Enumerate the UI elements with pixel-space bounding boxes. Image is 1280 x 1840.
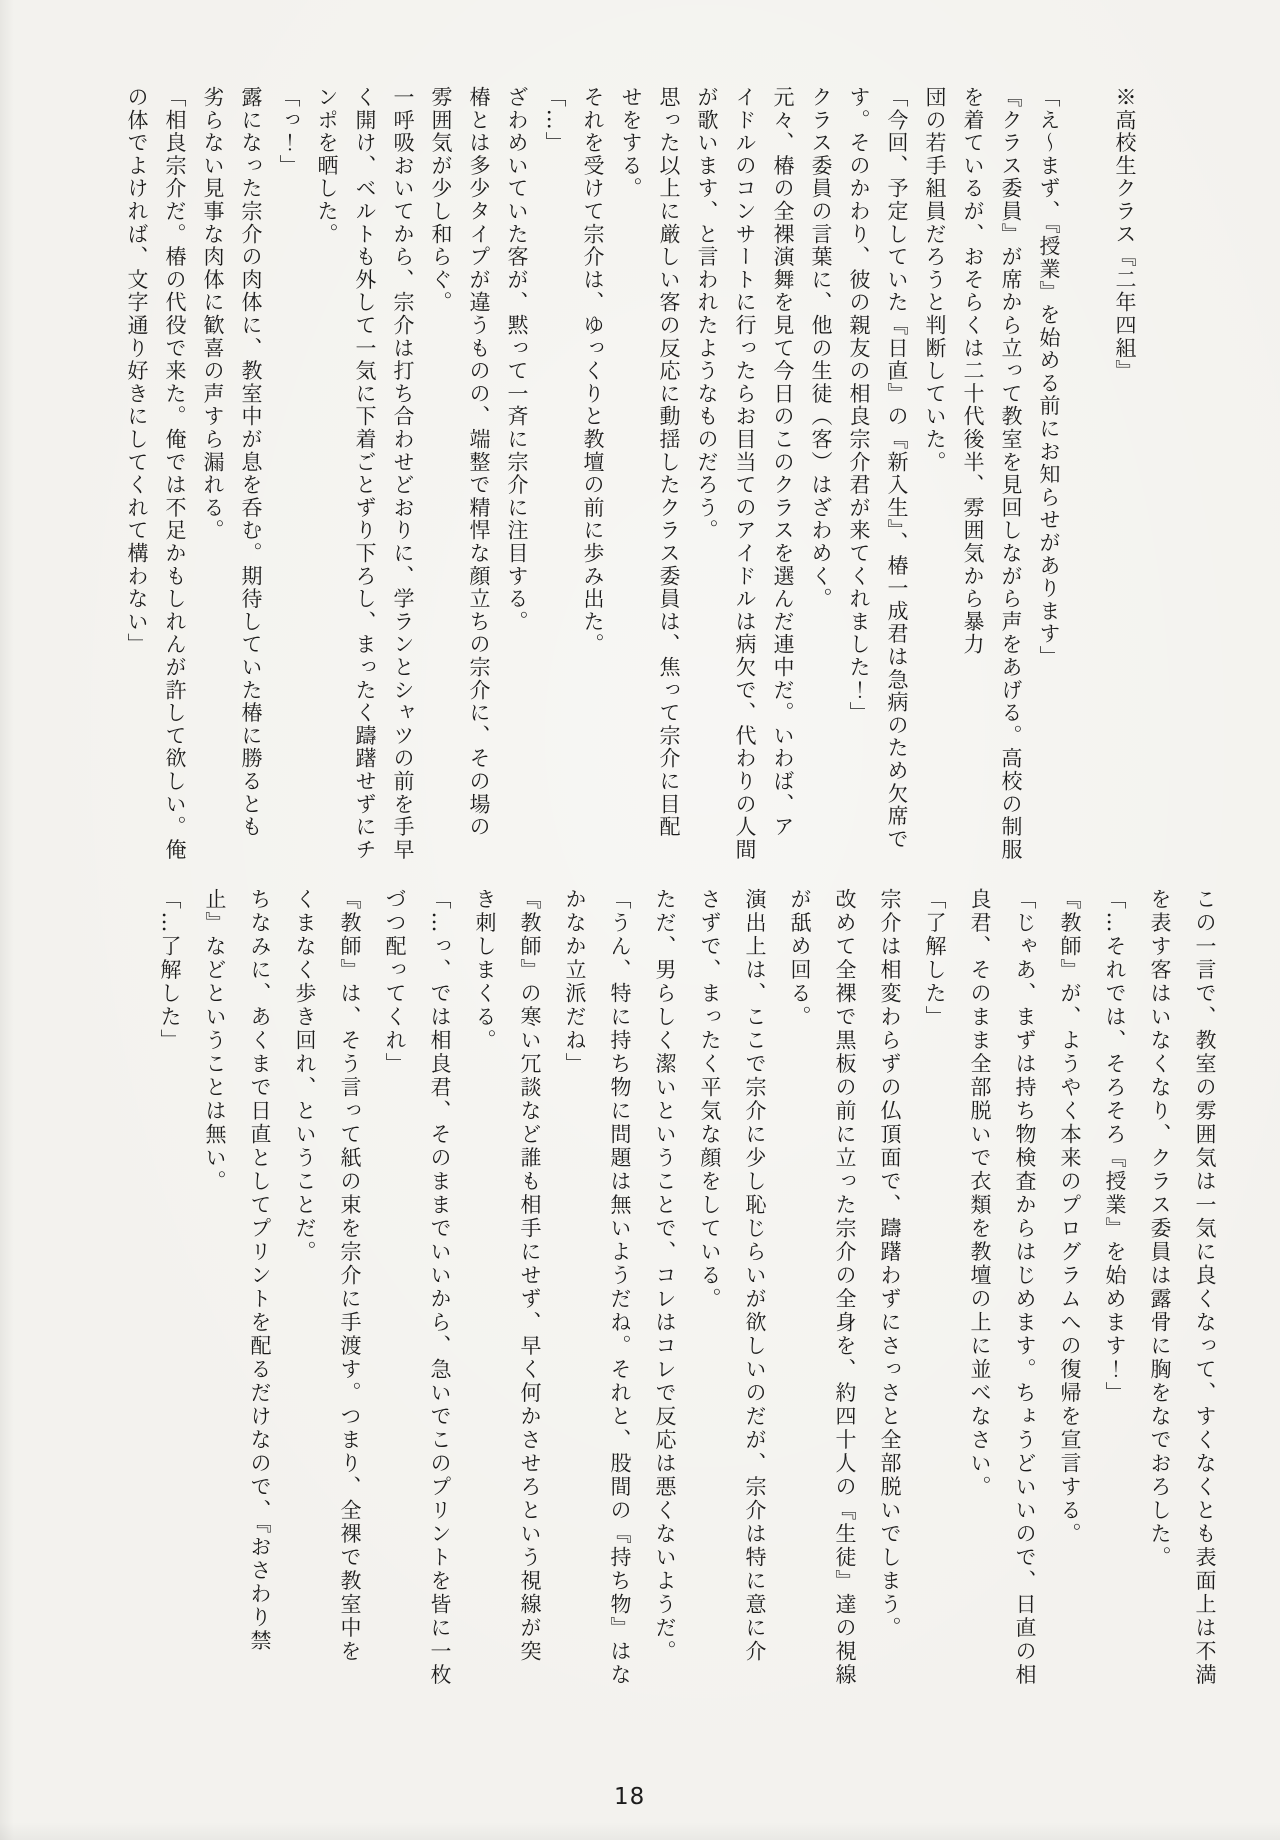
text-column: が歌います、と言われたようなものだろう。 xyxy=(695,86,719,542)
bottom-text-block xyxy=(147,888,1227,1698)
text-column: せをする。 xyxy=(619,86,643,200)
text-column: づつ配ってくれ」 xyxy=(383,888,407,1076)
text-column: 演出上は、ここで宗介に少し恥じらいが欲しいのだが、宗介は特に意に介 xyxy=(743,888,767,1664)
text-column: 「っ！」 xyxy=(277,86,301,178)
text-column: 「相良宗介だ。椿の代役で来た。俺では不足かもしれんが許して欲しい。俺 xyxy=(163,86,187,862)
text-column: くまなく歩き回れ、ということだ。 xyxy=(293,888,317,1264)
text-column: 良君、そのまま全部脱いで衣類を教壇の上に並べなさい。 xyxy=(968,888,992,1499)
text-column: 思った以上に厳しい客の反応に動揺したクラス委員は、焦って宗介に目配 xyxy=(657,86,681,839)
text-column: 「…了解した」 xyxy=(158,888,182,1053)
text-column: ただ、男らしく潔いということで、コレはコレで反応は悪くないようだ。 xyxy=(653,888,677,1664)
text-column: 「…それでは、そろそろ『授業』を始めます！」 xyxy=(1103,888,1127,1405)
text-column: 「了解した」 xyxy=(923,888,947,1029)
text-column: す。そのかわり、彼の親友の相良宗介君が来てくれました！」 xyxy=(847,86,871,725)
text-column: き刺しまくる。 xyxy=(473,888,497,1053)
text-column: さずで、まったく平気な顔をしている。 xyxy=(698,888,722,1311)
text-column: ンポを晒した。 xyxy=(315,86,339,246)
text-column: 元々、椿の全裸演舞を見て今日のこのクラスを選んだ連中だ。いわば、ア xyxy=(771,86,795,839)
text-column: 露になった宗介の肉体に、教室中が息を呑む。期待していた椿に勝るとも xyxy=(239,86,263,839)
text-column: 「え～まず、『授業』を始める前にお知らせがあります」 xyxy=(1037,86,1061,669)
text-column: それを受けて宗介は、ゆっくりと教壇の前に歩み出た。 xyxy=(581,86,605,656)
text-column: ざわめいていた客が、黙って一斉に宗介に注目する。 xyxy=(505,86,529,634)
text-column: 止』などということは無い。 xyxy=(203,888,227,1194)
text-column: 『教師』が、ようやく本来のプログラムへの復帰を宣言する。 xyxy=(1058,888,1082,1546)
text-column: ※高校生クラス『二年四組』 xyxy=(1113,86,1137,383)
text-column: この一言で、教室の雰囲気は一気に良くなって、すくなくとも表面上は不満 xyxy=(1193,888,1217,1687)
text-column: が舐め回る。 xyxy=(788,888,812,1029)
text-column: ちなみに、あくまで日直としてプリントを配るだけなので、『おさわり禁 xyxy=(248,888,272,1653)
blank-column xyxy=(1068,86,1106,866)
text-column: を着ているが、おそらくは二十代後半、雰囲気から暴力 xyxy=(961,86,985,656)
text-column: 「うん、特に持ち物に問題は無いようだね。それと、股間の『持ち物』はな xyxy=(608,888,632,1687)
text-column: 団の若手組員だろうと判断していた。 xyxy=(923,86,947,474)
page-number: 18 xyxy=(614,1784,646,1810)
text-column: 『クラス委員』が席から立って教室を見回しながら声をあげる。高校の制服 xyxy=(999,86,1023,862)
text-column: 雰囲気が少し和らぐ。 xyxy=(429,86,453,314)
text-column: 椿とは多少タイプが違うものの、端整で精悍な顔立ちの宗介に、その場の xyxy=(467,86,491,839)
text-column: かなか立派だね」 xyxy=(563,888,587,1076)
text-column: クラス委員の言葉に、他の生徒（客）はざわめく。 xyxy=(809,86,833,611)
text-column: 改めて全裸で黒板の前に立った宗介の全身を、約四十人の『生徒』達の視線 xyxy=(833,888,857,1687)
text-column: 宗介は相変わらずの仏頂面で、躊躇わずにさっさと全部脱いでしまう。 xyxy=(878,888,902,1640)
text-column: 「今回、予定していた『日直』の『新入生』、椿一成君は急病のため欠席で xyxy=(885,86,909,851)
text-column: 『教師』の寒い冗談など誰も相手にせず、早く何かさせろという視線が突 xyxy=(518,888,542,1664)
text-column: く開け、ベルトも外して一気に下着ごとずり下ろし、まったく躊躇せずにチ xyxy=(353,86,377,862)
text-column: 「じゃあ、まずは持ち物検査からはじめます。ちょうどいいので、日直の相 xyxy=(1013,888,1037,1687)
text-column: イドルのコンサートに行ったらお目当てのアイドルは病欠で、代わりの人間 xyxy=(733,86,757,862)
text-column: 『教師』は、そう言って紙の束を宗介に手渡す。つまり、全裸で教室中を xyxy=(338,888,362,1664)
text-column: を表す客はいなくなり、クラス委員は露骨に胸をなでおろした。 xyxy=(1148,888,1172,1570)
text-column: の体でよければ、文字通り好きにしてくれて構わない」 xyxy=(125,86,149,656)
text-column: 「…」 xyxy=(543,86,567,155)
text-column: 劣らない見事な肉体に歓喜の声すら漏れる。 xyxy=(201,86,225,542)
text-column: 一呼吸おいてから、宗介は打ち合わせどおりに、学ランとシャツの前を手早 xyxy=(391,86,415,862)
top-text-block xyxy=(118,86,1144,866)
text-column: 「…っ、では相良君、そのままでいいから、急いでこのプリントを皆に一枚 xyxy=(428,888,452,1687)
